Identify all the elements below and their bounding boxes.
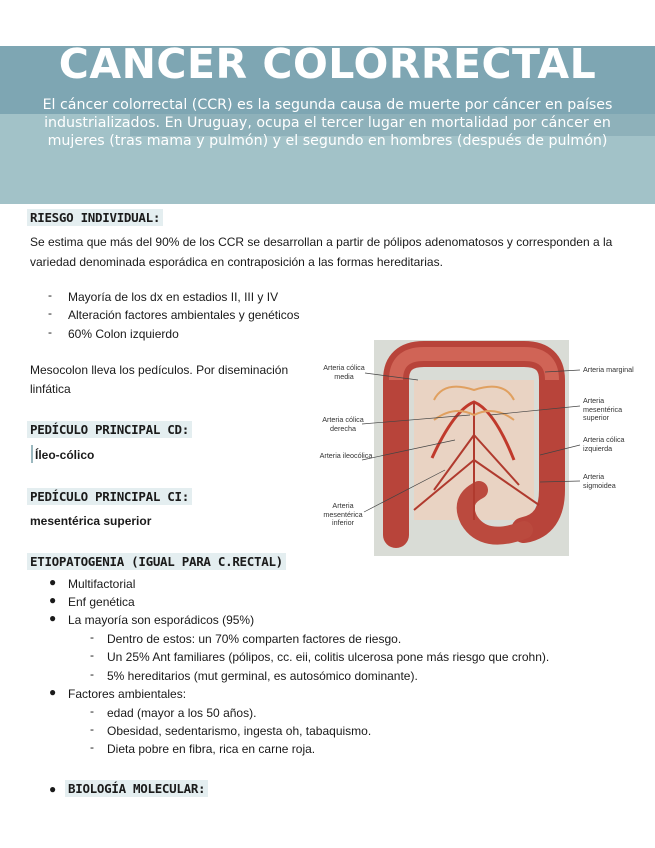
heading-pediculo-cd: PEDÍCULO PRINCIPAL CD: (27, 421, 192, 438)
list-item: Multifactorial (68, 577, 136, 591)
label-mesenterica-superior: Arteria mesentérica superior (583, 396, 623, 422)
heading-etiopatogenia: ETIOPATOGENIA (IGUAL PARA C.RECTAL) (27, 553, 286, 570)
dash-marker: - (90, 740, 94, 754)
label-sigmoidea: Arteria sigmoidea (583, 472, 616, 490)
label-marginal: Arteria marginal (583, 365, 634, 374)
dash-marker: - (90, 704, 94, 718)
dash-marker: - (90, 630, 94, 644)
sub-list-item: Un 25% Ant familiares (pólipos, cc. eii, colitis ulcerosa pone más riesgo que crohn). (107, 650, 550, 664)
sub-list-item: edad (mayor a los 50 años). (107, 706, 257, 720)
heading-riesgo: RIESGO INDIVIDUAL: (27, 209, 163, 226)
bullet-marker: ● (49, 611, 57, 625)
list-item: La mayoría son esporádicos (95%) (68, 613, 255, 627)
heading-biologia: BIOLOGÍA MOLECULAR: (65, 780, 208, 797)
label-ileocolica: Arteria ileocólica (319, 451, 373, 460)
dash-marker: - (90, 667, 94, 681)
label-colica-izquierda: Arteria cólica izquierda (583, 435, 625, 453)
bullet-marker: ● (49, 575, 57, 589)
heading-pediculo-ci: PEDÍCULO PRINCIPAL CI: (27, 488, 192, 505)
bullet-marker: ● (49, 782, 57, 796)
pediculo-cd-value: Íleo-cólico (35, 448, 95, 462)
page-title: CANCER COLORRECTAL (58, 40, 597, 88)
sub-list-item: Dentro de estos: un 70% comparten factores de riesgo. (107, 632, 402, 646)
bullet-marker: ● (49, 593, 57, 607)
sub-list-item: Obesidad, sedentarismo, ingesta oh, tabaquismo. (107, 724, 372, 738)
list-item: 60% Colon izquierdo (68, 327, 179, 341)
dash-marker: - (90, 722, 94, 736)
label-colica-media: Arteria cólica media (323, 363, 365, 381)
mesocolon-text: Mesocolon lleva los pedículos. Por diseminación linfática (30, 363, 289, 396)
intro-text: El cáncer colorrectal (CCR) es la segunda causa de muerte por cáncer en países industrializados. En Uruguay, ocupa el tercer lugar en mortalidad por cáncer en mujeres (tras mama y pulmón) y el segundo en hombres (después de pulmón) (42, 97, 613, 149)
dash-marker: - (48, 306, 52, 320)
sub-list-item: Dieta pobre en fibra, rica en carne roja. (107, 742, 316, 756)
dash-marker: - (90, 648, 94, 662)
list-item: Alteración factores ambientales y genéticos (68, 308, 300, 322)
label-colica-derecha: Arteria cólica derecha (322, 415, 364, 433)
list-item: Enf genética (68, 595, 135, 609)
riesgo-text: Se estima que más del 90% de los CCR se desarrollan a partir de pólipos adenomatosos y corresponden a la variedad denominada esporádica en contraposición a las formas hereditarias. (30, 235, 613, 269)
bullet-marker: ● (49, 685, 57, 699)
pediculo-ci-value: mesentérica superior (30, 514, 152, 528)
label-mesenterica-inferior: Arteria mesentérica inferior (323, 501, 363, 527)
list-item: Factores ambientales: (68, 687, 187, 701)
sub-list-item: 5% hereditarios (mut germinal, es autosómico dominante). (107, 669, 418, 683)
dash-marker: - (48, 325, 52, 339)
list-item: Mayoría de los dx en estadios II, III y IV (68, 290, 279, 304)
dash-marker: - (48, 288, 52, 302)
